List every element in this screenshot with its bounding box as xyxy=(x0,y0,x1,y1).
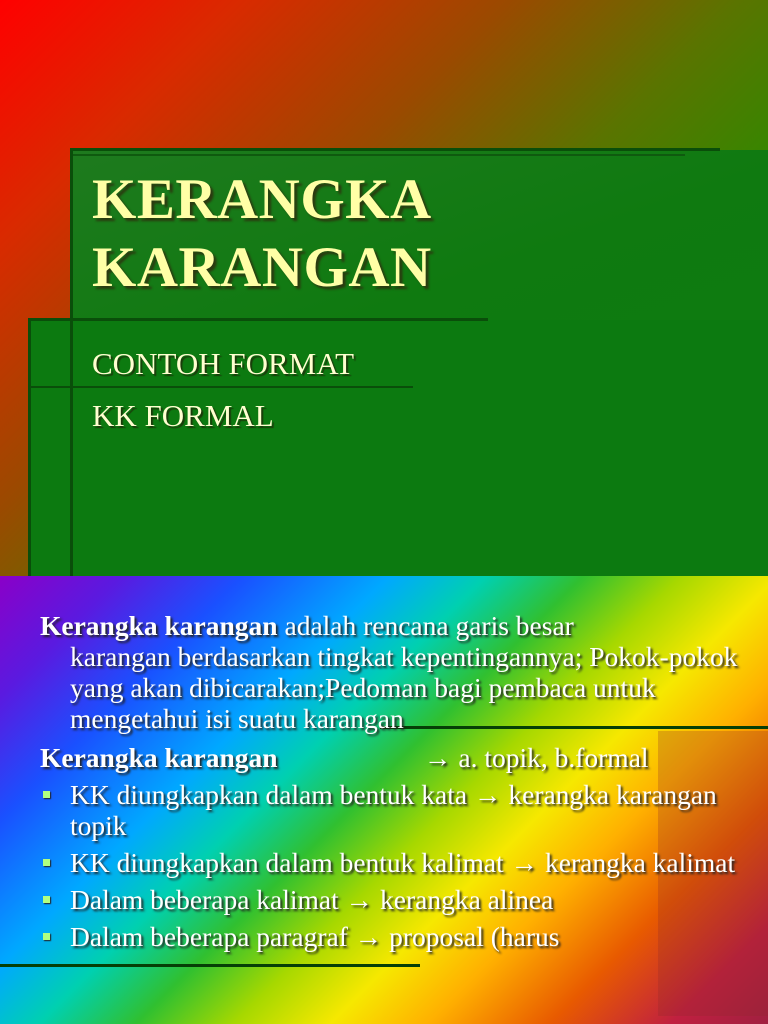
subtitle-line: KK FORMAL xyxy=(92,398,274,433)
square-bullet-icon xyxy=(43,859,50,866)
subtitle-line: CONTOH FORMAT xyxy=(92,346,355,381)
square-bullet-icon xyxy=(43,896,50,903)
bullet-item xyxy=(40,921,738,952)
bullet-text: KK diungkapkan dalam bentuk kata → kerangka karangan topik xyxy=(70,779,717,841)
definition-paragraph xyxy=(40,610,738,734)
bullet-item xyxy=(40,847,738,878)
divider-line xyxy=(70,148,73,576)
divider-line xyxy=(70,148,720,151)
title-line: KERANGKA xyxy=(92,168,432,231)
bullet-text: Dalam beberapa paragraf → proposal (harus xyxy=(70,921,560,952)
divider-line xyxy=(28,318,31,576)
definition-term: Kerangka karangan xyxy=(40,610,278,641)
square-bullet-icon xyxy=(43,933,50,940)
bullet-text: Dalam beberapa kalimat → kerangka alinea xyxy=(70,884,554,915)
title-line: KARANGAN xyxy=(92,236,432,299)
bullet-list xyxy=(40,779,738,952)
bullet-item xyxy=(40,884,738,915)
divider-line xyxy=(0,964,420,967)
square-bullet-icon xyxy=(43,791,50,798)
divider-line xyxy=(70,154,685,156)
divider-line xyxy=(28,318,488,321)
slide-subtitle xyxy=(92,338,354,442)
slide-title xyxy=(92,166,432,302)
bullet-item xyxy=(40,779,738,841)
slide-content xyxy=(40,610,738,952)
definition-text-rest: karangan berdasarkan tingkat kepentingannya; Pokok-pokok yang akan dibicarakan;Pedoman bagi pembaca untuk mengetahui isi suatu karangan xyxy=(70,641,738,734)
bullet-text: KK diungkapkan dalam bentuk kalimat → kerangka kalimat xyxy=(70,847,736,878)
arrow-icon: → xyxy=(424,742,452,773)
definition-text-first: adalah rencana garis besar xyxy=(284,610,574,641)
types-line xyxy=(40,742,738,773)
types-term: Kerangka karangan xyxy=(40,742,278,773)
types-value: a. topik, b.formal xyxy=(458,742,649,773)
content-slide xyxy=(0,576,768,1024)
types-value-group xyxy=(424,742,649,773)
